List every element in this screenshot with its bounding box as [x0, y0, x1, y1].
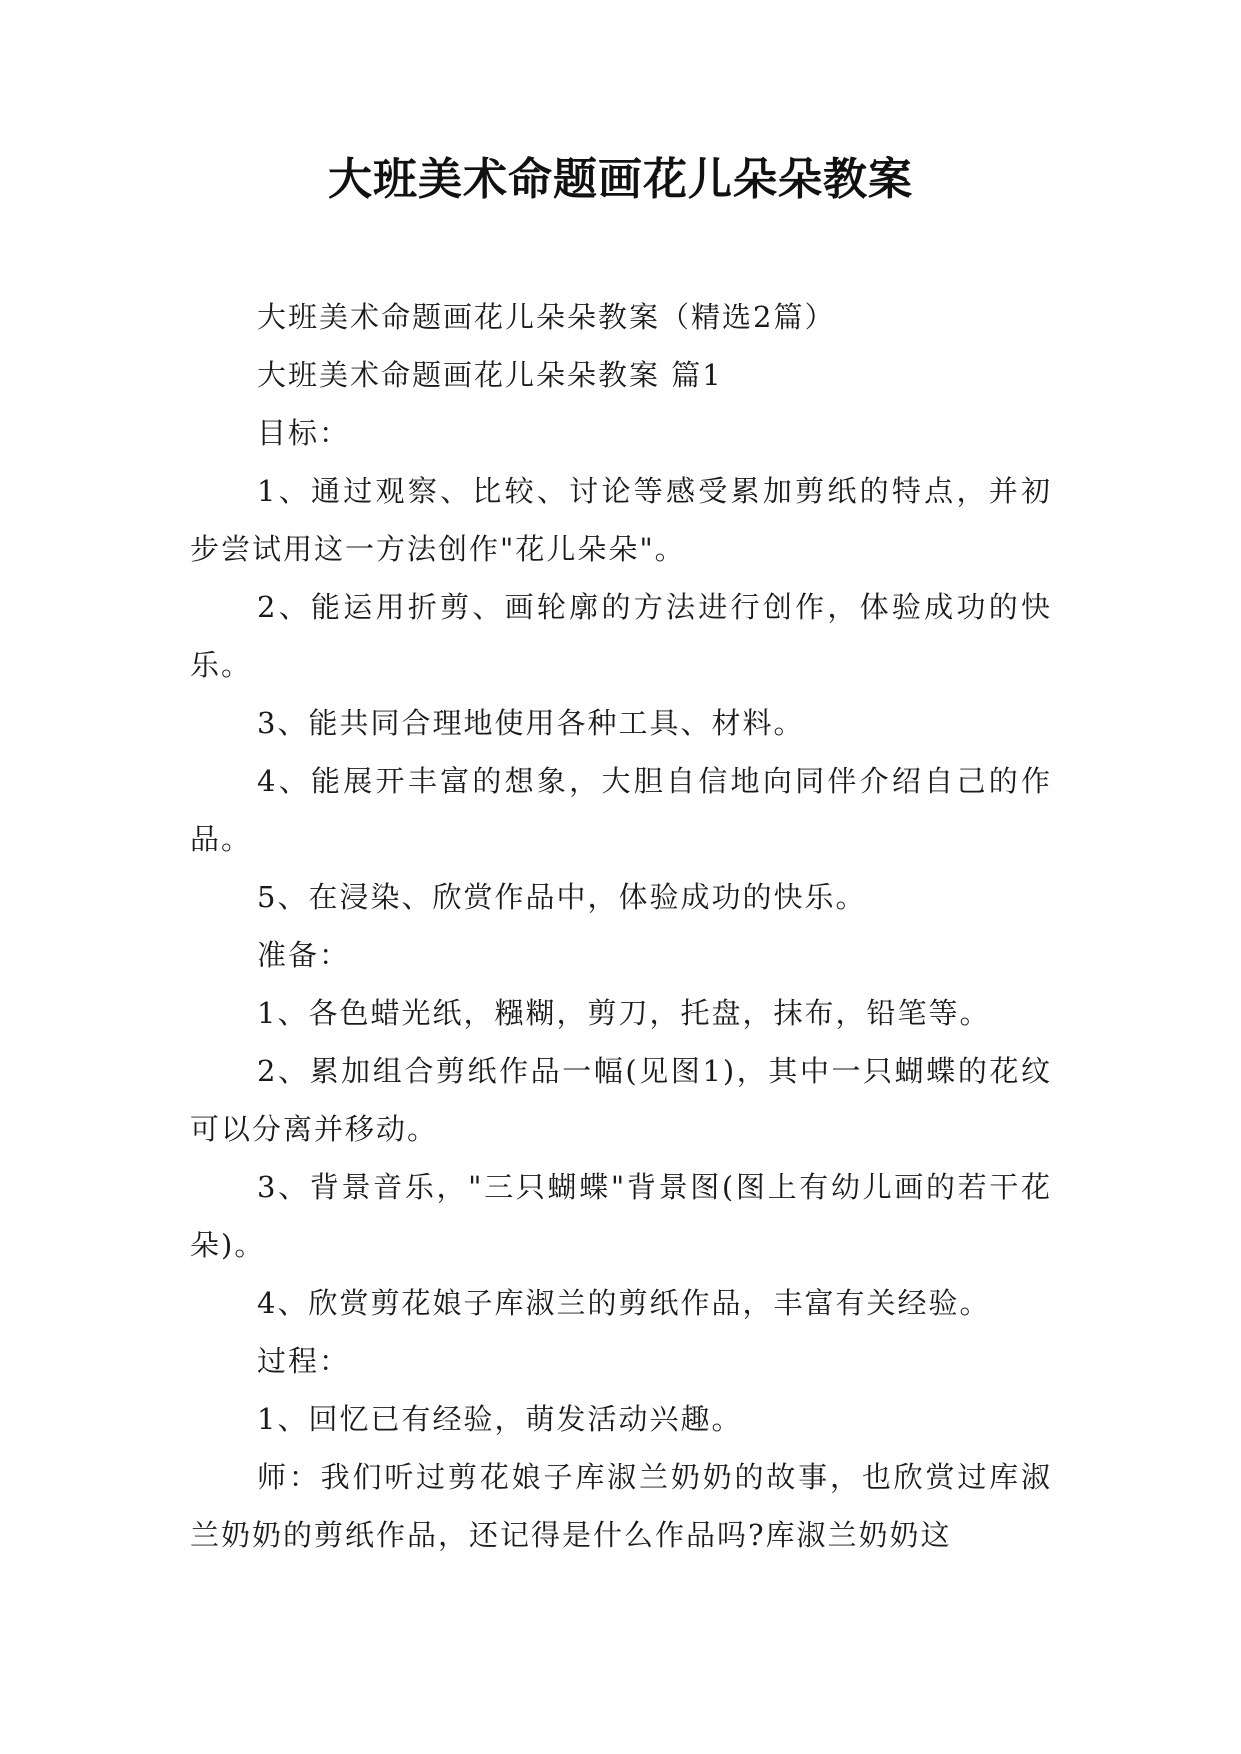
paragraph-teacher-dialogue: 师：我们听过剪花娘子库淑兰奶奶的故事，也欣赏过库淑兰奶奶的剪纸作品，还记得是什么作品吗?库淑兰奶奶这 [190, 1460, 1052, 1552]
paragraph-goal-1: 1、通过观察、比较、讨论等感受累加剪纸的特点，并初步尝试用这一方法创作"花儿朵朵"。 [190, 474, 1052, 566]
paragraph-subtitle: 大班美术命题画花儿朵朵教案（精选2篇） [257, 300, 836, 334]
paragraph-preparation-2: 2、累加组合剪纸作品一幅(见图1)，其中一只蝴蝶的花纹可以分离并移动。 [190, 1054, 1052, 1146]
paragraph-goal-5: 5、在浸染、欣赏作品中，体验成功的快乐。 [257, 880, 867, 914]
paragraph-preparation-label: 准备： [257, 938, 351, 972]
paragraph-goals-label: 目标： [257, 416, 351, 450]
document-body [190, 288, 1052, 1564]
paragraph-preparation-4: 4、欣赏剪花娘子库淑兰的剪纸作品，丰富有关经验。 [257, 1286, 991, 1320]
paragraph-process-label: 过程： [257, 1344, 351, 1378]
paragraph-process-1: 1、回忆已有经验，萌发活动兴趣。 [257, 1402, 743, 1436]
paragraph-goal-4: 4、能展开丰富的想象，大胆自信地向同伴介绍自己的作品。 [190, 764, 1052, 856]
paragraph-preparation-1: 1、各色蜡光纸，糨糊，剪刀，托盘，抹布，铅笔等。 [257, 996, 991, 1030]
paragraph-goal-2: 2、能运用折剪、画轮廓的方法进行创作，体验成功的快乐。 [190, 590, 1052, 682]
paragraph-goal-3: 3、能共同合理地使用各种工具、材料。 [257, 706, 805, 740]
paragraph-section-heading: 大班美术命题画花儿朵朵教案 篇1 [257, 358, 723, 392]
document-title: 大班美术命题画花儿朵朵教案 [328, 154, 913, 205]
paragraph-preparation-3: 3、背景音乐，"三只蝴蝶"背景图(图上有幼儿画的若干花朵)。 [190, 1170, 1052, 1262]
